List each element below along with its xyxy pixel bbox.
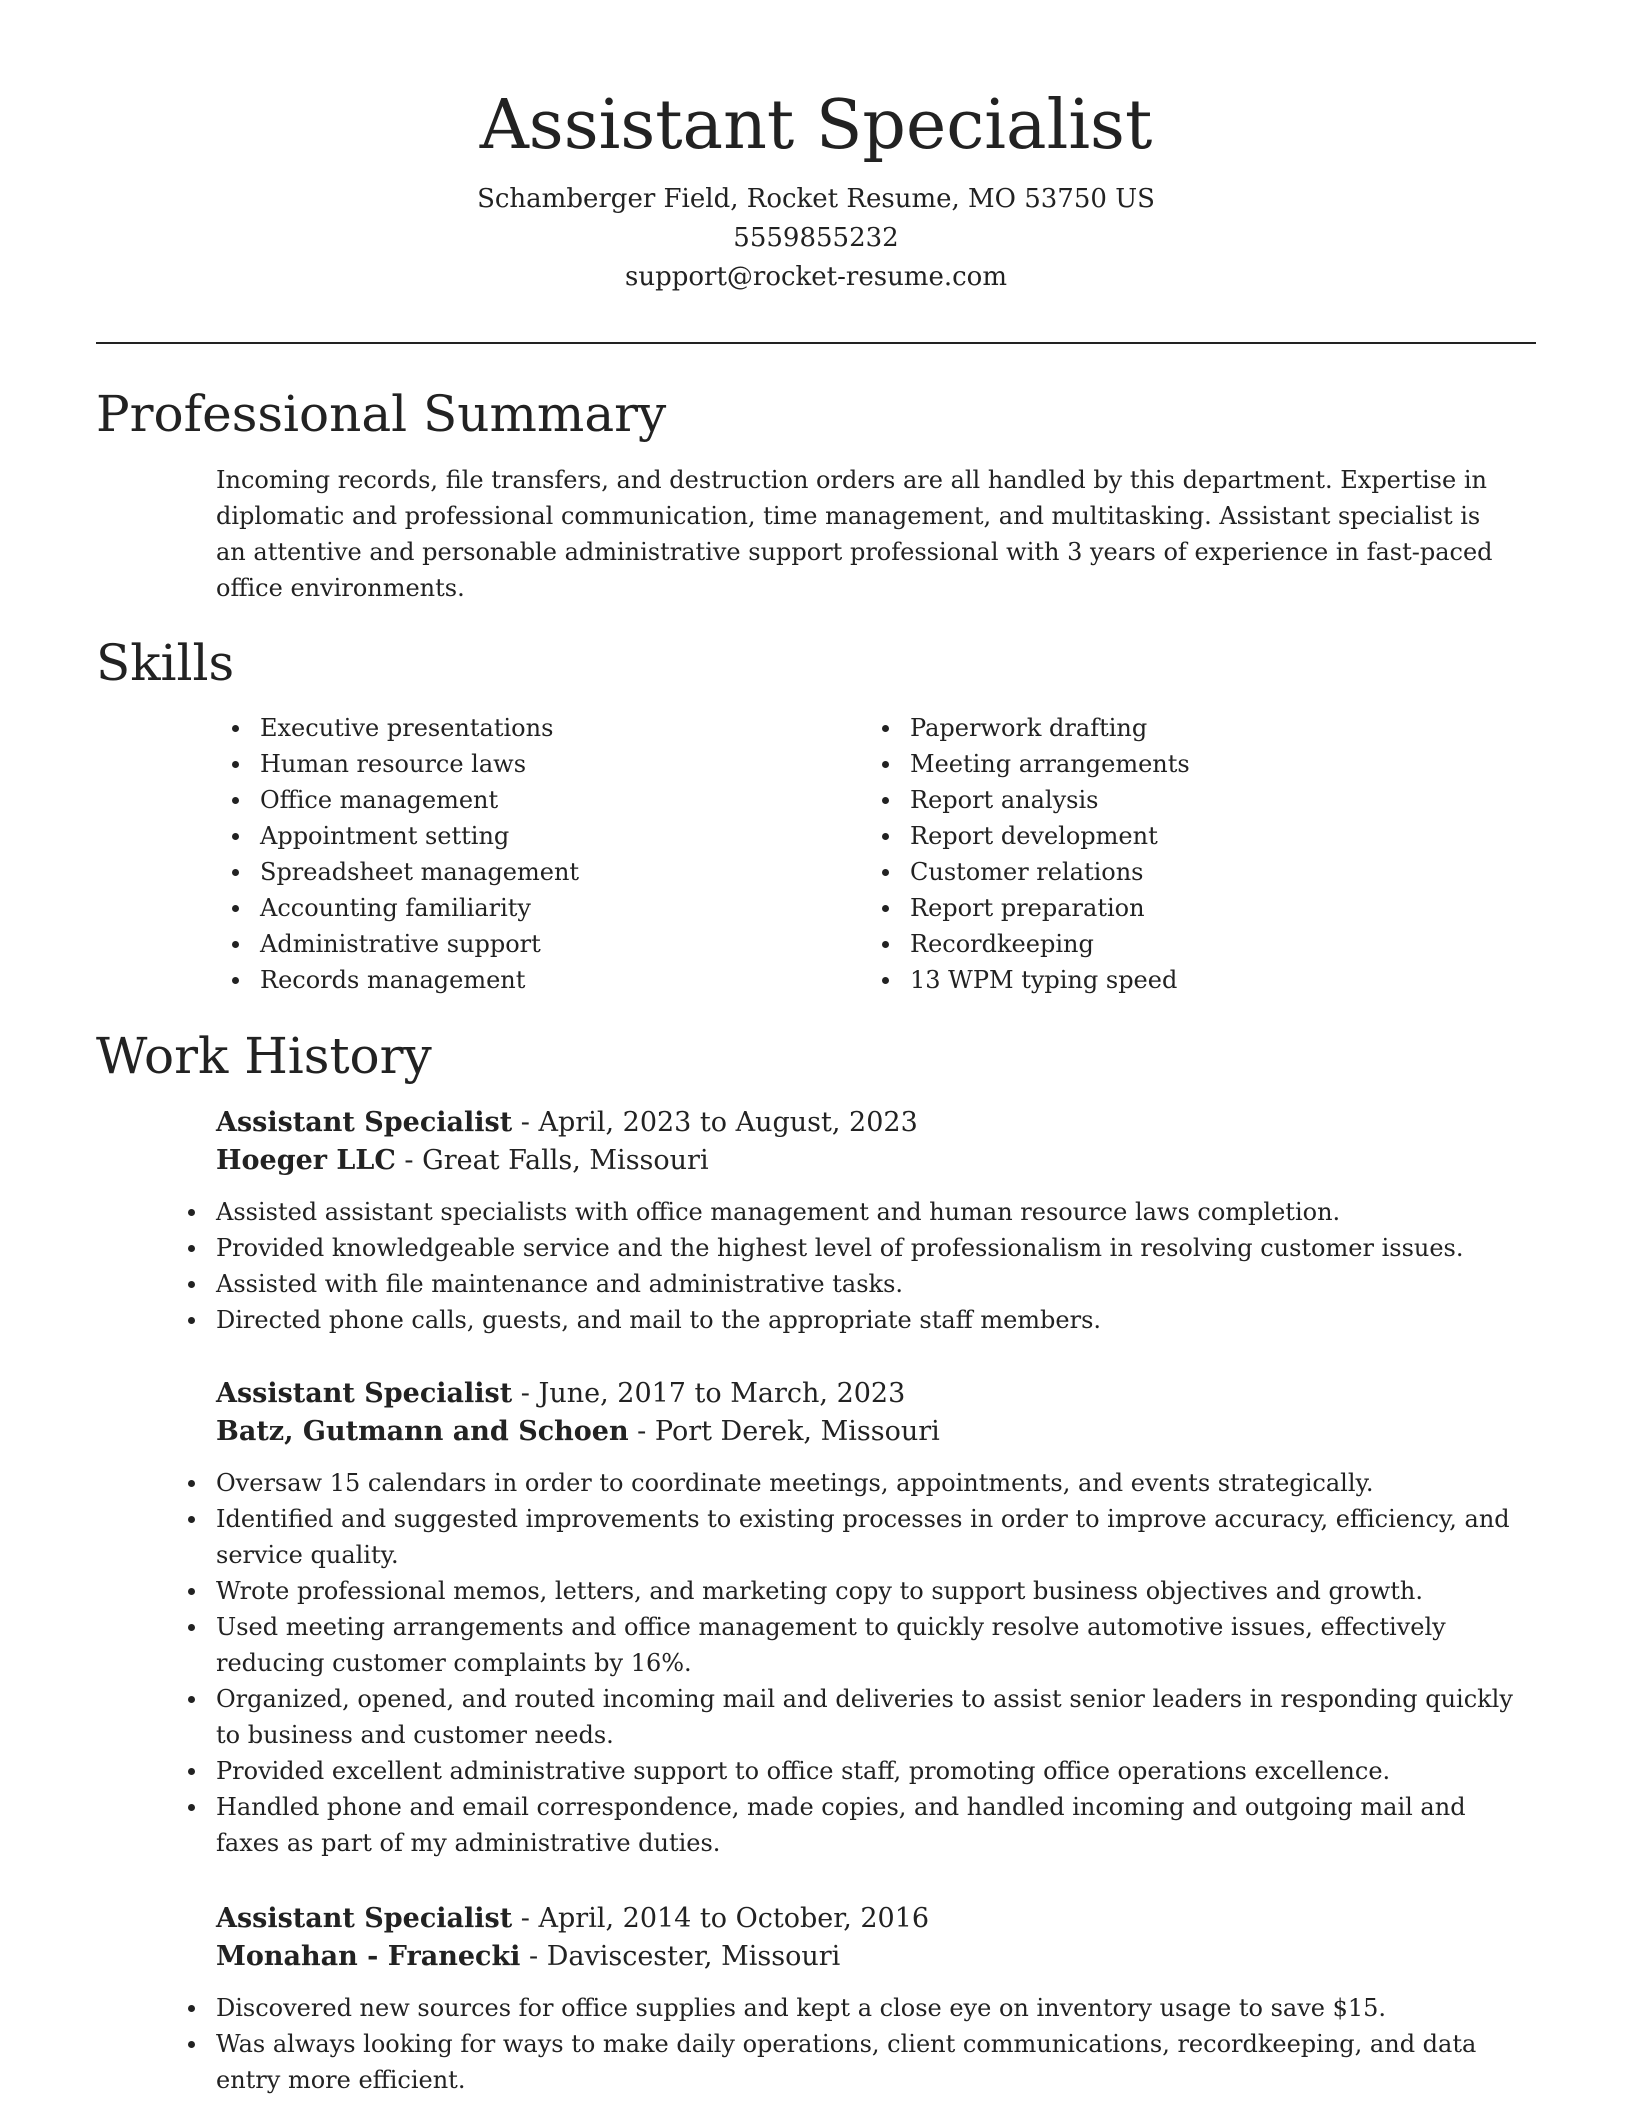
skill-item: Appointment setting xyxy=(216,818,836,854)
skill-item: Report analysis xyxy=(866,782,1486,818)
job-entry xyxy=(216,1104,1536,1338)
job-duty: Organized, opened, and routed incoming mail and deliveries to assist senior leaders in responding quickly to business and customer needs. xyxy=(172,1681,1536,1753)
skill-item: Office management xyxy=(216,782,836,818)
skills-list-left xyxy=(216,710,836,998)
job-dates: April, 2014 to October, 2016 xyxy=(538,1903,930,1934)
job-dates: June, 2017 to March, 2023 xyxy=(538,1378,906,1409)
job-duties-list xyxy=(172,1990,1536,2098)
summary-text: Incoming records, file transfers, and destruction orders are all handled by this department. Expertise in diplomatic and professional communication, time management, and multitasking. Assistant specialist is an attentive and personable administrative support professional with 3 years of experience in fast-paced office environments. xyxy=(216,466,1493,602)
skill-item: Accounting familiarity xyxy=(216,890,836,926)
job-duty: Assisted with file maintenance and administrative tasks. xyxy=(172,1266,1536,1302)
job-entry xyxy=(216,1375,1536,1861)
job-duty: Oversaw 15 calendars in order to coordinate meetings, appointments, and events strategically. xyxy=(172,1465,1536,1501)
job-entry xyxy=(216,1900,1536,2098)
contact-address: Schamberger Field, Rocket Resume, MO 53750 US xyxy=(477,184,1155,214)
job-role: Assistant Specialist xyxy=(216,1378,513,1409)
job-duty: Identified and suggested improvements to existing processes in order to improve accuracy, efficiency, and service quality. xyxy=(172,1501,1536,1573)
job-location: Port Derek, Missouri xyxy=(654,1416,940,1447)
summary-heading: Professional Summary xyxy=(96,385,667,443)
job-duty: Wrote professional memos, letters, and marketing copy to support business objectives and growth. xyxy=(172,1573,1536,1609)
job-location: Daviscester, Missouri xyxy=(546,1941,841,1972)
job-duty: Provided knowledgeable service and the highest level of professionalism in resolving customer issues. xyxy=(172,1230,1536,1266)
job-duty: Assisted assistant specialists with office management and human resource laws completion. xyxy=(172,1194,1536,1230)
job-duties-list xyxy=(172,1194,1536,1338)
job-dates: April, 2023 to August, 2023 xyxy=(538,1107,918,1138)
candidate-name: Assistant Specialist xyxy=(479,86,1153,165)
job-duty: Handled phone and email correspondence, made copies, and handled incoming and outgoing mail and faxes as part of my administrative duties. xyxy=(172,1789,1536,1861)
skills-list-right xyxy=(866,710,1486,998)
resume-header xyxy=(0,78,1632,297)
job-location: Great Falls, Missouri xyxy=(422,1145,709,1176)
skill-item: Paperwork drafting xyxy=(866,710,1486,746)
work-history-heading: Work History xyxy=(96,1027,432,1085)
skill-item: Recordkeeping xyxy=(866,926,1486,962)
job-duty: Directed phone calls, guests, and mail to the appropriate staff members. xyxy=(172,1302,1536,1338)
job-company-line: Hoeger LLC - Great Falls, Missouri xyxy=(216,1145,709,1176)
contact-phone: 5559855232 xyxy=(733,223,899,253)
skill-item: Human resource laws xyxy=(216,746,836,782)
job-duty: Was always looking for ways to make daily operations, client communications, recordkeeping, and data entry more efficient. xyxy=(172,2026,1536,2098)
job-role: Assistant Specialist xyxy=(216,1107,513,1138)
job-title-line: Assistant Specialist - April, 2014 to October, 2016 xyxy=(216,1903,930,1934)
contact-email: support@rocket-resume.com xyxy=(624,262,1007,292)
skill-item: Report preparation xyxy=(866,890,1486,926)
skill-item: Administrative support xyxy=(216,926,836,962)
job-duty: Provided excellent administrative support to office staff, promoting office operations excellence. xyxy=(172,1753,1536,1789)
job-company: Hoeger LLC xyxy=(216,1145,396,1176)
job-duties-list xyxy=(172,1465,1536,1861)
header-divider xyxy=(96,342,1536,344)
job-company: Batz, Gutmann and Schoen xyxy=(216,1416,629,1447)
skill-item: Records management xyxy=(216,962,836,998)
job-role: Assistant Specialist xyxy=(216,1903,513,1934)
skill-item: Customer relations xyxy=(866,854,1486,890)
skill-item: Spreadsheet management xyxy=(216,854,836,890)
job-title-line: Assistant Specialist - June, 2017 to March, 2023 xyxy=(216,1378,906,1409)
skills-heading: Skills xyxy=(96,634,235,692)
job-company-line: Monahan - Franecki - Daviscester, Missouri xyxy=(216,1941,841,1972)
job-company: Monahan - Franecki xyxy=(216,1941,521,1972)
skill-item: Report development xyxy=(866,818,1486,854)
skill-item: Meeting arrangements xyxy=(866,746,1486,782)
skill-item: Executive presentations xyxy=(216,710,836,746)
job-duty: Discovered new sources for office supplies and kept a close eye on inventory usage to save $15. xyxy=(172,1990,1536,2026)
job-title-line: Assistant Specialist - April, 2023 to August, 2023 xyxy=(216,1107,918,1138)
skill-item: 13 WPM typing speed xyxy=(866,962,1486,998)
job-company-line: Batz, Gutmann and Schoen - Port Derek, Missouri xyxy=(216,1416,940,1447)
job-duty: Used meeting arrangements and office management to quickly resolve automotive issues, effectively reducing customer complaints by 16%. xyxy=(172,1609,1536,1681)
